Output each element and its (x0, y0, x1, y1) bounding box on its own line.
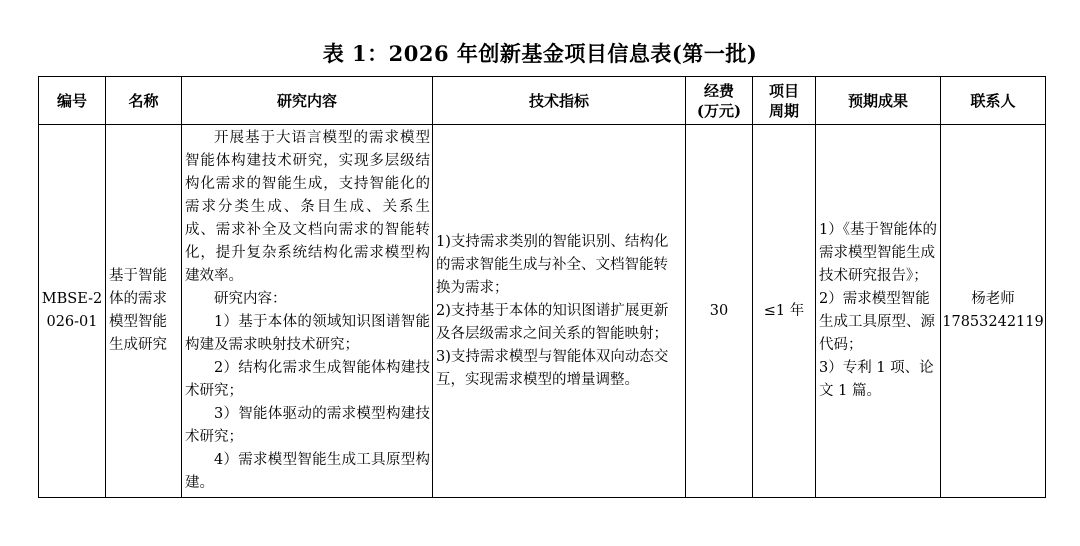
header-period-line1: 项目 (768, 81, 799, 100)
indicator-1: 1)支持需求类别的智能识别、结构化的需求智能生成与补全、文档智能转换为需求； (436, 233, 669, 296)
header-period-line2: 周期 (768, 101, 799, 120)
content-item-1: 1）基于本体的领域知识图谱智能构建及需求映射技术研究； (185, 314, 430, 353)
indicator-3: 3)支持需求模型与智能体双向动态交互，实现需求模型的增量调整。 (436, 348, 669, 388)
header-funding (686, 77, 753, 125)
funding-value: 30 (709, 302, 729, 319)
table-row (39, 125, 1046, 498)
contact-phone: 17853242119 (942, 314, 1044, 330)
header-indicators: 技术指标 (433, 77, 686, 125)
outcome-1: 1）《基于智能体的需求模型智能生成技术研究报告》； (819, 222, 937, 284)
indicator-2: 2)支持基于本体的知识图谱扩展更新及各层级需求之间关系的智能映射； (436, 302, 669, 342)
header-outcomes: 预期成果 (816, 77, 941, 125)
cell-contact (941, 125, 1046, 498)
header-contact: 联系人 (941, 77, 1046, 125)
project-name: 基于智能体的需求模型智能生成研究 (109, 268, 167, 353)
outcome-2: 2）需求模型智能生成工具原型、源代码； (819, 291, 935, 353)
outcome-3: 3）专利 1 项、论文 1 篇。 (819, 360, 934, 399)
cell-funding (686, 125, 753, 498)
header-row (39, 77, 1046, 125)
content-heading: 研究内容： (214, 291, 287, 307)
content-item-3: 3）智能体驱动的需求模型构建技术研究； (185, 406, 430, 445)
content-intro: 开展基于大语言模型的需求模型智能体构建技术研究，实现多层级结构化需求的智能生成，支持智能化的需求分类生成、条目生成、关系生成、需求补全及文档向需求的智能转化，提升复杂系统结构化需求模型构建效率。 (185, 130, 430, 284)
header-id: 编号 (39, 77, 106, 125)
table-title: 表 1：2026 年创新基金项目信息表(第一批) (322, 41, 758, 66)
cell-period (753, 125, 816, 498)
content-item-2: 2）结构化需求生成智能体构建技术研究； (185, 360, 430, 399)
cell-content (182, 125, 433, 498)
cell-indicators (433, 125, 686, 498)
cell-outcomes (816, 125, 941, 498)
contact-name: 杨老师 (971, 291, 1015, 307)
period-value: ≤1 年 (763, 302, 805, 319)
header-funding-line2: (万元) (696, 101, 742, 120)
cell-name (106, 125, 182, 498)
fund-project-table (38, 76, 1046, 498)
header-period (753, 77, 816, 125)
content-item-4: 4）需求模型智能生成工具原型构建。 (185, 452, 430, 491)
header-name: 名称 (106, 77, 182, 125)
header-funding-line1: 经费 (703, 81, 734, 100)
cell-id (39, 125, 106, 498)
project-id: MBSE-2026-01 (41, 291, 103, 330)
header-content: 研究内容 (182, 77, 433, 125)
